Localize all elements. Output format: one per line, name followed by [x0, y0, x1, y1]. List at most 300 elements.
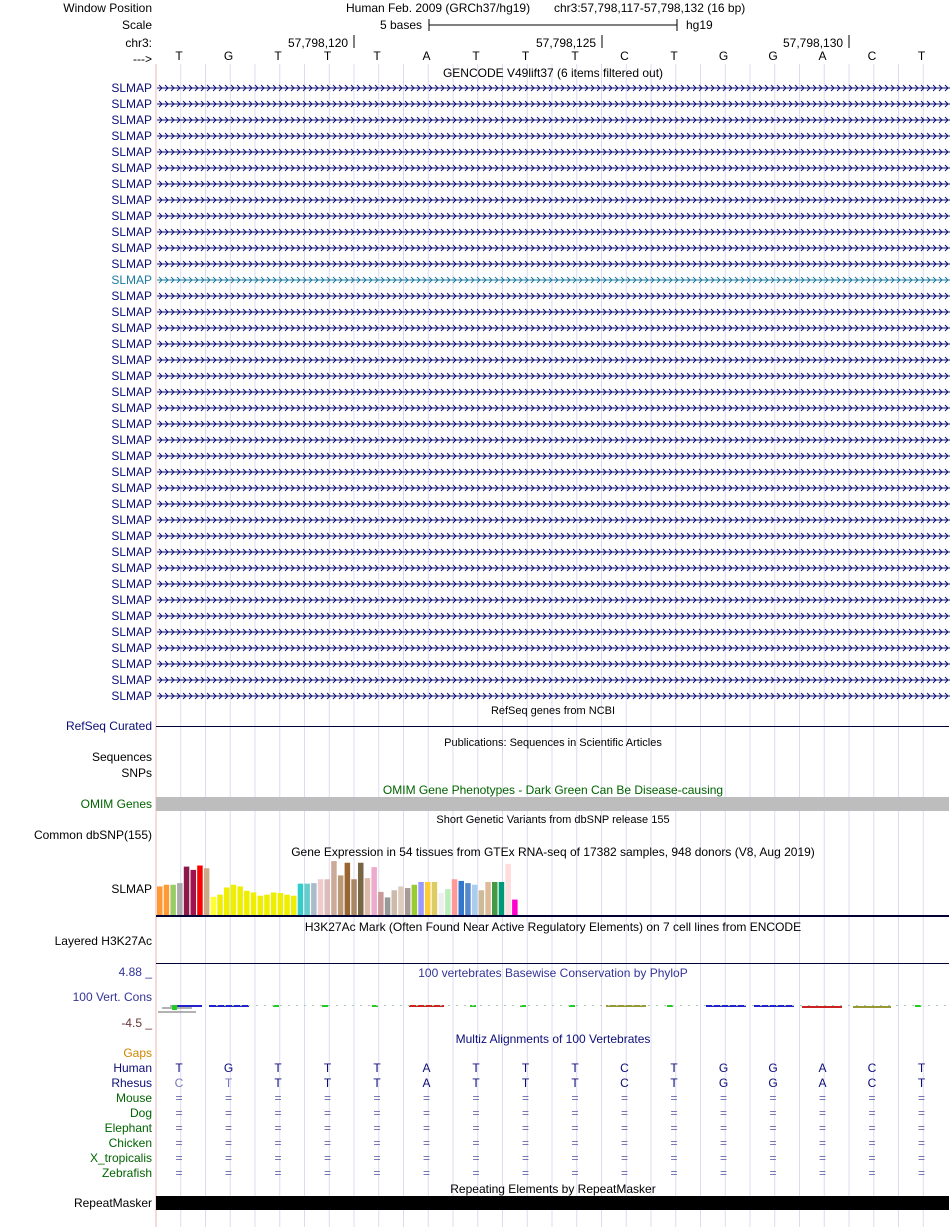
cons-dot	[392, 1005, 394, 1006]
gencode-item-label[interactable]: SLMAP	[111, 433, 152, 447]
gtex-tissue-bar	[184, 867, 190, 915]
gtex-tissue-bar	[412, 885, 418, 915]
gencode-transcript[interactable]	[157, 81, 950, 95]
species-match-symbol: =	[719, 1091, 727, 1105]
species-match-symbol: =	[620, 1121, 628, 1135]
species-match-symbol: =	[472, 1166, 480, 1180]
gtex-tissue-bar	[164, 885, 170, 915]
gtex-tissue-bar	[358, 863, 364, 915]
species-match-symbol: =	[323, 1121, 331, 1135]
cons-dot	[400, 1005, 402, 1006]
gencode-item-label[interactable]: SLMAP	[111, 145, 152, 159]
rhesus-base: A	[422, 1076, 431, 1090]
species-match-symbol: =	[571, 1121, 579, 1135]
species-match-symbol: =	[373, 1121, 381, 1135]
gencode-transcript[interactable]	[157, 385, 950, 399]
multiz-species-label[interactable]: Rhesus	[111, 1076, 152, 1090]
sequence-base: A	[422, 49, 431, 63]
cons-dot	[336, 1005, 338, 1006]
gencode-item-label[interactable]: SLMAP	[111, 161, 152, 175]
gtex-tissue-bar	[204, 868, 210, 915]
gtex-tissue-bar	[177, 883, 183, 915]
cons-dot	[808, 1005, 810, 1006]
rhesus-base: T	[670, 1076, 678, 1090]
sequence-base: T	[521, 49, 530, 63]
cons-dot	[632, 1005, 634, 1006]
gencode-item-label[interactable]: SLMAP	[111, 97, 152, 111]
species-match-symbol: =	[571, 1136, 579, 1150]
cons-dot	[464, 1005, 466, 1006]
species-match-symbol: =	[620, 1106, 628, 1120]
gtex-baseline	[156, 915, 949, 917]
refseq-label[interactable]: RefSeq Curated	[65, 719, 152, 733]
cons-dot	[552, 1005, 554, 1006]
cons-dot	[640, 1005, 642, 1006]
cons-dot	[840, 1005, 842, 1006]
species-match-symbol: =	[274, 1091, 282, 1105]
rhesus-base: G	[768, 1076, 778, 1090]
cons-min-label: -4.5 _	[121, 1016, 152, 1030]
gtex-tissue-bar	[479, 890, 485, 915]
species-match-symbol: =	[472, 1151, 480, 1165]
gencode-transcript[interactable]	[157, 257, 950, 271]
species-match-symbol: =	[175, 1121, 183, 1135]
gencode-transcript[interactable]	[157, 689, 950, 703]
cons-dot	[384, 1005, 386, 1006]
species-match-symbol: =	[719, 1166, 727, 1180]
rhesus-base: T	[274, 1076, 282, 1090]
strand-label: --->	[133, 52, 152, 66]
species-match-symbol: =	[868, 1151, 876, 1165]
window-position-label: Window Position	[63, 1, 152, 15]
species-match-symbol: =	[521, 1151, 529, 1165]
cons-dot	[704, 1005, 706, 1006]
cons-dot	[536, 1005, 538, 1006]
cons-dot	[240, 1005, 242, 1006]
sequence-base: T	[670, 49, 678, 63]
gtex-tissue-bar	[197, 866, 203, 916]
cons-dot	[296, 1005, 298, 1006]
species-match-symbol: =	[571, 1166, 579, 1180]
gencode-transcript[interactable]	[157, 145, 950, 159]
cons-dot	[448, 1005, 450, 1006]
gencode-transcript[interactable]	[157, 449, 950, 463]
gencode-transcript[interactable]	[157, 401, 950, 415]
gencode-transcript[interactable]	[157, 481, 950, 495]
gencode-transcript[interactable]	[157, 225, 950, 239]
repeatmasker-label[interactable]: RepeatMasker	[73, 1196, 152, 1210]
species-match-symbol: =	[719, 1136, 727, 1150]
cons-dot	[408, 1005, 410, 1006]
gencode-item-label[interactable]: SLMAP	[111, 241, 152, 255]
cons-dot	[592, 1005, 594, 1006]
gtex-tissue-bar	[331, 861, 337, 915]
gtex-tissue-bar	[465, 883, 471, 915]
cons-dot	[440, 1005, 442, 1006]
rhesus-base: C	[174, 1076, 184, 1090]
gencode-item-label[interactable]: SLMAP	[111, 289, 152, 303]
cons-dot	[488, 1005, 490, 1006]
gtex-tissue-bar	[418, 882, 424, 915]
cons-dot	[232, 1005, 234, 1006]
species-match-symbol: =	[323, 1091, 331, 1105]
cons-dot	[312, 1005, 314, 1006]
species-match-symbol: =	[620, 1151, 628, 1165]
gtex-tissue-bar	[485, 882, 491, 915]
gencode-item-label[interactable]: SLMAP	[111, 609, 152, 623]
cons-dot	[432, 1005, 434, 1006]
cons-dot	[224, 1005, 226, 1006]
multiz-species-label[interactable]: Chicken	[108, 1136, 152, 1150]
gencode-item-label[interactable]: SLMAP	[111, 401, 152, 415]
gencode-transcript[interactable]	[157, 161, 950, 175]
gtex-tissue-bar	[325, 879, 331, 915]
species-match-symbol: =	[422, 1136, 430, 1150]
gencode-item-label[interactable]: SLMAP	[111, 209, 152, 223]
gencode-transcript[interactable]	[157, 561, 950, 575]
rhesus-base: T	[571, 1076, 579, 1090]
cons-dot	[936, 1005, 938, 1006]
sequence-base: G	[768, 49, 778, 63]
gencode-transcript[interactable]	[157, 289, 950, 303]
gtex-tissue-bar	[385, 897, 391, 915]
sequence-base: T	[917, 49, 926, 63]
gencode-item-label[interactable]: SLMAP	[111, 529, 152, 543]
gencode-item-label[interactable]: SLMAP	[111, 369, 152, 383]
species-match-symbol: =	[422, 1166, 430, 1180]
ruler-tick-3: 57,798,130	[783, 36, 844, 50]
gencode-transcript[interactable]	[157, 193, 950, 207]
species-match-symbol: =	[769, 1136, 777, 1150]
gtex-bar-chart[interactable]	[156, 860, 536, 915]
species-match-symbol: =	[670, 1166, 678, 1180]
cons-dot	[648, 1005, 650, 1006]
human-base: C	[867, 1061, 877, 1075]
gencode-transcript[interactable]	[157, 97, 950, 111]
cons-dot	[744, 1005, 746, 1006]
gencode-transcript[interactable]	[157, 497, 950, 511]
gencode-item-label[interactable]: SLMAP	[111, 561, 152, 575]
gencode-transcript[interactable]	[157, 513, 950, 527]
gencode-transcript[interactable]	[157, 337, 950, 351]
species-match-symbol: =	[818, 1151, 826, 1165]
cons-dot	[672, 1005, 674, 1006]
cons-title[interactable]: 100 vertebrates Basewise Conservation by PhyloP	[418, 966, 688, 980]
rhesus-base: C	[620, 1076, 629, 1090]
gtex-tissue-bar	[311, 883, 317, 915]
rhesus-base: T	[917, 1076, 926, 1090]
refseq-title[interactable]: RefSeq genes from NCBI	[490, 705, 616, 717]
gtex-tissue-bar	[224, 888, 230, 916]
cons-dot	[496, 1005, 498, 1006]
cons-dot	[456, 1005, 458, 1006]
species-match-symbol: =	[274, 1151, 282, 1165]
gtex-tissue-bar	[278, 893, 284, 915]
cons-left-mark	[172, 1005, 177, 1010]
rhesus-base: G	[718, 1076, 729, 1090]
gencode-transcript[interactable]	[157, 321, 950, 335]
species-match-symbol: =	[670, 1136, 678, 1150]
species-match-symbol: =	[769, 1091, 777, 1105]
species-match-symbol: =	[917, 1106, 925, 1120]
cons-dot	[264, 1005, 266, 1006]
species-match-symbol: =	[868, 1121, 876, 1135]
gencode-transcript[interactable]	[157, 609, 950, 623]
gencode-item-label[interactable]: SLMAP	[111, 305, 152, 319]
human-base: T	[571, 1061, 579, 1075]
species-match-symbol: =	[620, 1091, 628, 1105]
gencode-item-label[interactable]: SLMAP	[111, 513, 152, 527]
cons-dot	[856, 1005, 858, 1006]
gtex-tissue-bar	[244, 891, 250, 915]
omim-label[interactable]: OMIM Genes	[80, 797, 152, 811]
cons-dot	[712, 1005, 714, 1006]
species-match-symbol: =	[472, 1091, 480, 1105]
cons-dot	[376, 1005, 378, 1006]
gencode-transcript[interactable]	[157, 241, 950, 255]
cons-dot	[688, 1005, 690, 1006]
cons-dot	[896, 1005, 898, 1006]
gencode-title[interactable]: GENCODE V49lift37 (6 items filtered out)	[442, 66, 664, 80]
species-match-symbol: =	[917, 1136, 925, 1150]
gencode-transcript[interactable]	[157, 641, 950, 655]
gencode-item-label[interactable]: SLMAP	[111, 417, 152, 431]
sequence-base: T	[274, 49, 282, 63]
gencode-transcript[interactable]	[157, 113, 950, 127]
gencode-item-label[interactable]: SLMAP	[111, 337, 152, 351]
cons-dot	[800, 1005, 802, 1006]
species-match-symbol: =	[175, 1136, 183, 1150]
species-match-symbol: =	[472, 1121, 480, 1135]
cons-graph[interactable]	[156, 990, 950, 1020]
cons-dot	[344, 1005, 346, 1006]
gencode-item-label[interactable]: SLMAP	[111, 465, 152, 479]
gencode-item-label[interactable]: SLMAP	[111, 481, 152, 495]
species-match-symbol: =	[818, 1091, 826, 1105]
species-match-symbol: =	[224, 1166, 232, 1180]
gencode-item-label[interactable]: SLMAP	[111, 225, 152, 239]
cons-dot	[864, 1005, 866, 1006]
multiz-gaps-label: Gaps	[123, 1046, 152, 1060]
gencode-item-label[interactable]: SLMAP	[111, 625, 152, 639]
gencode-transcript[interactable]	[157, 529, 950, 543]
species-match-symbol: =	[422, 1151, 430, 1165]
human-base: G	[718, 1061, 729, 1075]
publications-snps-label[interactable]: SNPs	[121, 766, 152, 780]
omim-title[interactable]: OMIM Gene Phenotypes - Dark Green Can Be Disease-causing	[382, 783, 724, 797]
species-match-symbol: =	[323, 1166, 331, 1180]
gtex-tissue-bar	[338, 875, 344, 915]
h3k27ac-label[interactable]: Layered H3K27Ac	[54, 934, 152, 948]
multiz-species-label[interactable]: Mouse	[115, 1091, 152, 1105]
multiz-title[interactable]: Multiz Alignments of 100 Vertebrates	[455, 1032, 651, 1046]
gencode-transcript[interactable]	[157, 305, 950, 319]
gencode-item-label[interactable]: SLMAP	[111, 673, 152, 687]
gencode-transcript[interactable]	[157, 577, 950, 591]
cons-label[interactable]: 100 Vert. Cons	[72, 990, 152, 1004]
gencode-transcript[interactable]	[157, 657, 950, 671]
species-match-symbol: =	[917, 1091, 925, 1105]
gtex-tissue-bar	[237, 886, 243, 915]
gencode-item-label[interactable]: SLMAP	[111, 641, 152, 655]
multiz-species-label[interactable]: X_tropicalis	[89, 1151, 152, 1165]
gencode-item-label[interactable]: SLMAP	[111, 689, 152, 703]
gtex-tissue-bar	[304, 884, 310, 915]
sequence-base: T	[571, 49, 579, 63]
cons-dot	[824, 1005, 826, 1006]
gencode-transcript[interactable]	[157, 625, 950, 639]
gtex-tissue-bar	[492, 882, 498, 915]
gencode-transcript[interactable]	[157, 465, 950, 479]
cons-dot	[616, 1005, 618, 1006]
species-match-symbol: =	[818, 1136, 826, 1150]
cons-dot	[504, 1005, 506, 1006]
scale-bar	[428, 17, 680, 33]
gtex-tissue-bar	[351, 879, 357, 915]
gencode-transcript[interactable]	[157, 129, 950, 143]
gencode-item-label[interactable]: SLMAP	[111, 545, 152, 559]
species-match-symbol: =	[868, 1166, 876, 1180]
species-match-symbol: =	[620, 1166, 628, 1180]
h3k27ac-title[interactable]: H3K27Ac Mark (Often Found Near Active Regulatory Elements) on 7 cell lines from ENCODE	[304, 920, 802, 934]
human-base: T	[323, 1061, 332, 1075]
repeatmasker-title[interactable]: Repeating Elements by RepeatMasker	[450, 1182, 656, 1196]
multiz-species-label[interactable]: Zebrafish	[101, 1166, 152, 1180]
gtex-tissue-bar	[499, 882, 505, 915]
species-match-symbol: =	[422, 1091, 430, 1105]
gencode-item-label[interactable]: SLMAP	[111, 577, 152, 591]
cons-dot	[328, 1005, 330, 1006]
ruler-tick-marks	[350, 34, 860, 50]
human-base: C	[620, 1061, 629, 1075]
species-match-symbol: =	[571, 1106, 579, 1120]
gencode-item-label[interactable]: SLMAP	[111, 273, 152, 287]
species-match-symbol: =	[224, 1091, 232, 1105]
gencode-item-label[interactable]: SLMAP	[111, 449, 152, 463]
gencode-item-label[interactable]: SLMAP	[111, 193, 152, 207]
gtex-tissue-bar	[251, 892, 256, 915]
human-base: G	[223, 1061, 234, 1075]
cons-dot	[568, 1005, 570, 1006]
cons-dot	[752, 1005, 754, 1006]
multiz-species-label[interactable]: Dog	[129, 1106, 152, 1120]
omim-feature-bar[interactable]	[156, 797, 949, 811]
gtex-tissue-bar	[284, 895, 290, 915]
species-match-symbol: =	[274, 1136, 282, 1150]
species-match-symbol: =	[620, 1136, 628, 1150]
publications-title[interactable]: Publications: Sequences in Scientific Articles	[444, 737, 662, 749]
species-match-symbol: =	[323, 1136, 331, 1150]
gencode-transcript[interactable]	[157, 433, 950, 447]
cons-dot	[584, 1005, 586, 1006]
gencode-item-label[interactable]: SLMAP	[111, 129, 152, 143]
cons-dot	[768, 1005, 770, 1006]
rhesus-base: T	[224, 1076, 233, 1090]
species-match-symbol: =	[224, 1151, 232, 1165]
species-match-symbol: =	[769, 1151, 777, 1165]
dbsnp-label[interactable]: Common dbSNP(155)	[33, 828, 152, 842]
gencode-item-label[interactable]: SLMAP	[111, 321, 152, 335]
species-match-symbol: =	[719, 1106, 727, 1120]
species-match-symbol: =	[521, 1166, 529, 1180]
gencode-transcript[interactable]	[157, 209, 950, 223]
cons-dot	[520, 1005, 522, 1006]
gencode-transcript[interactable]	[157, 353, 950, 367]
cons-dot	[928, 1005, 930, 1006]
gtex-tissue-bar	[318, 879, 324, 915]
gencode-item-label[interactable]: SLMAP	[111, 593, 152, 607]
gtex-tissue-bar	[365, 878, 371, 915]
sequence-base: A	[818, 49, 827, 63]
gtex-tissue-bar	[217, 895, 223, 915]
species-match-symbol: =	[917, 1151, 925, 1165]
cons-dot	[216, 1005, 218, 1006]
h3k27ac-baseline	[156, 963, 949, 964]
cons-dot	[784, 1005, 786, 1006]
rhesus-base: T	[472, 1076, 480, 1090]
cons-dot	[720, 1005, 722, 1006]
gencode-item-label[interactable]: SLMAP	[111, 81, 152, 95]
cons-dot	[848, 1005, 850, 1006]
species-match-symbol: =	[818, 1106, 826, 1120]
gencode-transcript[interactable]	[157, 369, 950, 383]
gtex-tissue-bar	[405, 888, 411, 915]
cons-dot	[920, 1005, 922, 1006]
gencode-item-label[interactable]: SLMAP	[111, 353, 152, 367]
cons-dot	[736, 1005, 738, 1006]
gtex-tissue-bar	[378, 892, 384, 915]
cons-dot	[424, 1005, 426, 1006]
gencode-item-label[interactable]: SLMAP	[111, 657, 152, 671]
gencode-transcript[interactable]	[157, 417, 950, 431]
species-match-symbol: =	[274, 1106, 282, 1120]
gencode-transcript[interactable]	[157, 673, 950, 687]
gencode-item-label[interactable]: SLMAP	[111, 497, 152, 511]
cons-dot	[600, 1005, 602, 1006]
cons-dot	[352, 1005, 354, 1006]
multiz-species-label[interactable]: Elephant	[104, 1121, 152, 1135]
gencode-item-label[interactable]: SLMAP	[111, 257, 152, 271]
cons-dot	[696, 1005, 698, 1006]
publications-sequences-label[interactable]: Sequences	[91, 750, 152, 764]
species-match-symbol: =	[917, 1121, 925, 1135]
cons-dot	[816, 1005, 818, 1006]
multiz-species-label[interactable]: Human	[113, 1061, 152, 1075]
species-match-symbol: =	[521, 1121, 529, 1135]
gencode-item-label[interactable]: SLMAP	[111, 385, 152, 399]
cons-dot	[248, 1005, 250, 1006]
gencode-transcript[interactable]	[157, 593, 950, 607]
gtex-tissue-bar	[258, 896, 264, 915]
gencode-transcript[interactable]	[157, 177, 950, 191]
gtex-tissue-bar	[452, 879, 458, 915]
species-match-symbol: =	[224, 1121, 232, 1135]
gtex-label[interactable]: SLMAP	[111, 882, 152, 896]
gtex-title[interactable]: Gene Expression in 54 tissues from GTEx RNA-seq of 17382 samples, 948 donors (V8, Aug 2019)	[291, 845, 815, 859]
sequence-base: T	[373, 49, 381, 63]
gencode-transcript[interactable]	[157, 273, 950, 287]
cons-dot	[304, 1005, 306, 1006]
gencode-item-label[interactable]: SLMAP	[111, 113, 152, 127]
species-match-symbol: =	[175, 1151, 183, 1165]
gencode-item-label[interactable]: SLMAP	[111, 177, 152, 191]
gtex-tissue-bar	[271, 892, 277, 915]
dbsnp-title[interactable]: Short Genetic Variants from dbSNP release 155	[436, 814, 670, 826]
cons-dot	[728, 1005, 730, 1006]
cons-dot	[792, 1005, 794, 1006]
gencode-transcript[interactable]	[157, 545, 950, 559]
repeatmasker-feature-bar[interactable]	[156, 1196, 949, 1210]
